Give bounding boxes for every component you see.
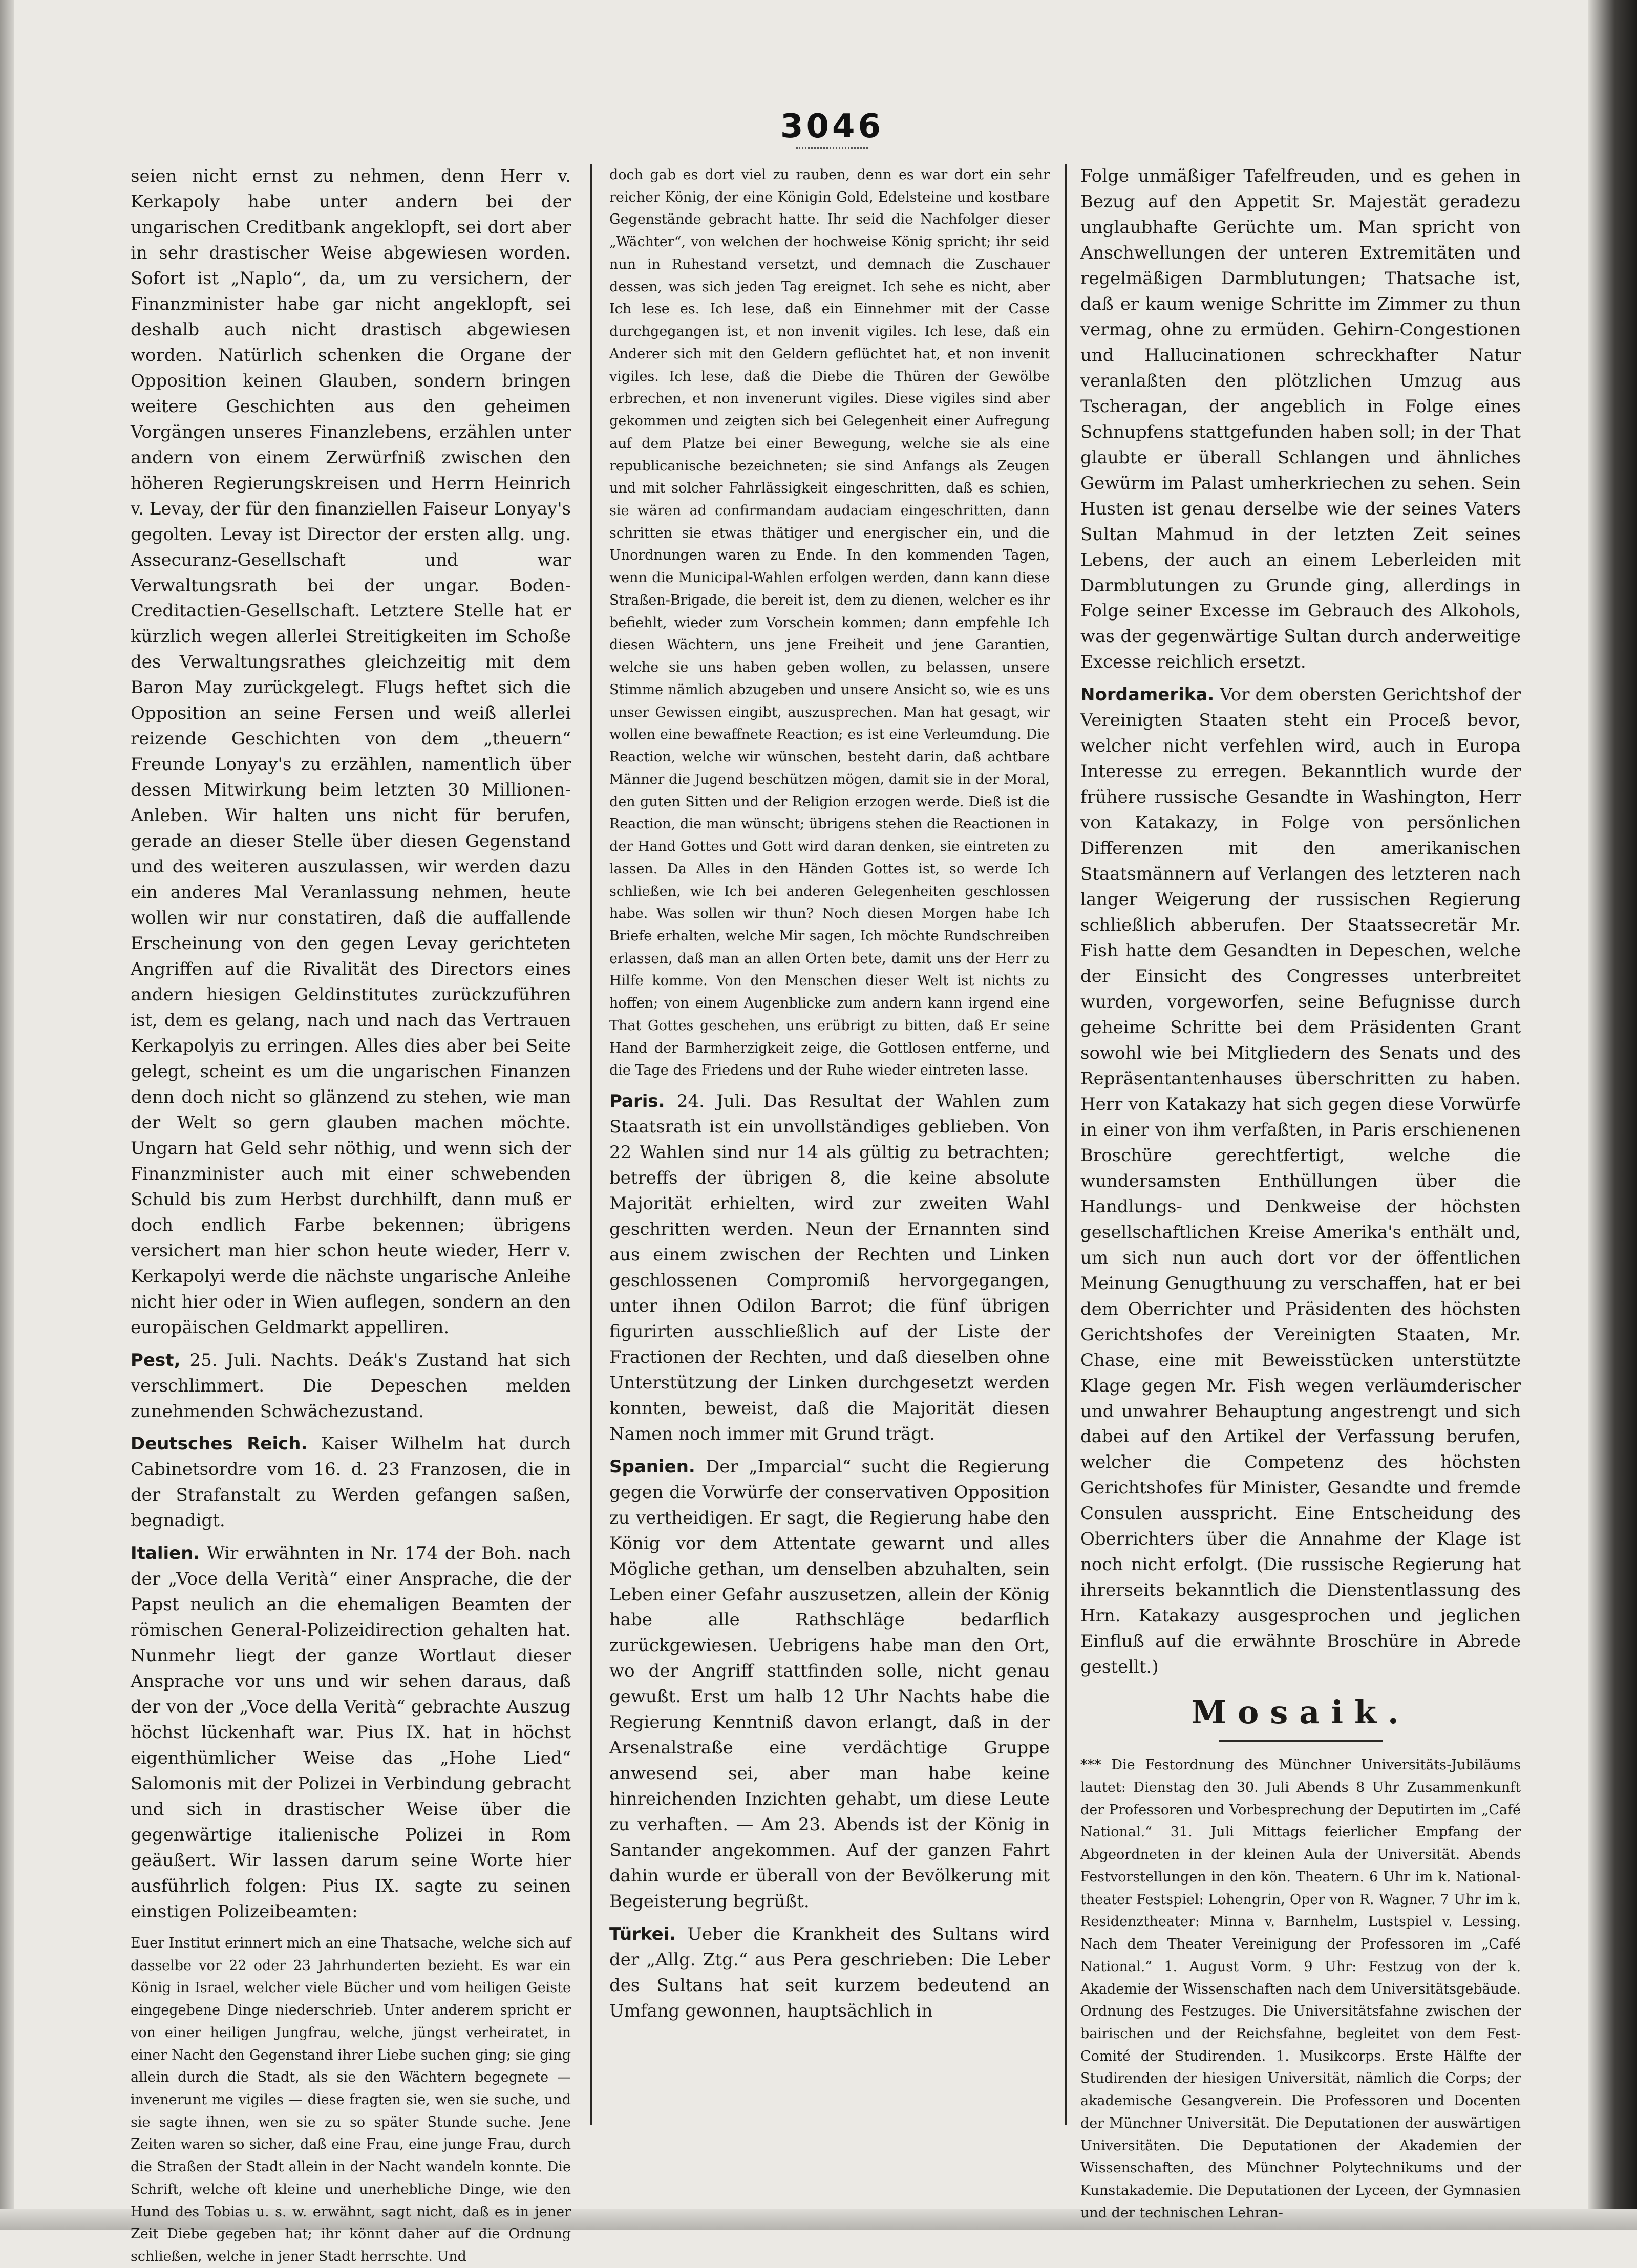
pest-article (131, 1348, 571, 1425)
spanien-text: Der „Imparcial“ sucht die Regierung gegen die Vorwürfe der conservativen Opposition zu vertheidigen. Er sagt, die Regierung habe den König vor dem Attentate gewarnt und alles Mögliche gethan, um denselben abzuhalten, sein Leben einer Gefahr auszusetzen, allein der König habe alle Rathschläge bedarflich zurückgewiesen. Uebrigens habe man den Ort, wo der Angriff stattfinden solle, nicht genau gewußt. Erst um halb 12 Uhr Nachts habe die Regierung Kenntniß davon erlangt, daß in der Arsenalstraße eine verdächtige Gruppe anwesend sei, aber man habe keine hinreichenden Inzichten gehabt, um diese Leute zu verhaften. — Am 23. Abends ist der König in Santander angekommen. Auf der ganzen Fahrt dahin wurde er überall von der Bevölkerung mit Begeisterung begrüßt. (609, 1456, 1050, 1912)
tuerkei-article (609, 1922, 1050, 2024)
nordamerika-heading: Nordamerika. (1080, 684, 1215, 705)
scan-edge-left (0, 0, 14, 2230)
mosaik-text: *** Die Festordnung des Münchner Universitäts-Jubiläums lautet: Dienstag den 30. Juli Abends 8 Uhr Zusammenkunft der Professoren und Vorbesprechung der Deputirten im „Café National.“ 31. Juli Mittags feierlicher Empfang der Abgeordneten in der kleinen Aula der Universität. Abends Festvorstellungen in den kön. Theatern. 6 Uhr im k. National-theater Festspiel: Lohengrin, Oper von R. Wagner. 7 Uhr im k. Residenztheater: Minna v. Barnhelm, Lustspiel v. Lessing. Nach dem Theater Vereinigung der Professoren im „Café National.“ 1. August Vorm. 9 Uhr: Festzug von der k. Akademie der Wissenschaften nach dem Universitätsgebäude. Ordnung des Festzuges. Die Universitätsfahne zwischen der bairischen und der Reichsfahne, begleitet von dem Fest-Comité der Studirenden. 1. Musikcorps. Erste Hälfte der Studirenden der hiesigen Universität, nämlich die Corps; der akademische Gesangverein. Die Professoren und Docenten der Münchner Universität. Die Deputationen der auswärtigen Universitäten. Die Deputationen der Akademien der Wissenschaften, des Münchner Polytechnikums und der Kunstakademie. Die Deputationen der Lyceen, der Gymnasien und der technischen Lehran- (1080, 1757, 1521, 2221)
column-middle (609, 164, 1050, 2130)
column-left (131, 164, 571, 2265)
tuerkei-text: Ueber die Krankheit des Sultans wird der „Allg. Ztg.“ aus Pera geschrieben: Die Leber des Sultans hat seit kurzem bedeutend an Umfang gewonnen, hauptsächlich in (609, 1924, 1050, 2022)
pest-text: 25. Juli. Nachts. Deák's Zustand hat sich verschlimmert. Die Depeschen melden zunehmenden Schwächezustand. (131, 1350, 571, 1422)
paris-heading: Paris. (609, 1091, 665, 1112)
nordamerika-text: Vor dem obersten Gerichtshof der Vereinigten Staaten steht ein Proceß bevor, welcher nicht verfehlen wird, auch in Europa Interesse zu erregen. Bekanntlich wurde der frühere russische Gesandte in Washington, Herr von Katakazy, in Folge von persönlichen Differenzen mit den amerikanischen Staatsmännern auf Verlangen des letzteren nach langer Weigerung der russischen Regierung schließlich abberufen. Der Staatssecretär Mr. Fish hatte dem Gesandten in Depeschen, welche der Einsicht des Congresses unterbreitet wurden, vorgeworfen, seine Befugnisse durch geheime Schritte bei dem Präsidenten Grant sowohl wie bei Mitgliedern des Senats und des Repräsentantenhauses überschritten zu haben. Herr von Katakazy hat sich gegen diese Vorwürfe in einer von ihm verfaßten, in Paris erschienenen Broschüre gerechtfertigt, welche die wundersamsten Enthüllungen über die Handlungs- und Denkweise der höchsten gesellschaftlichen Kreise Amerika's enthält und, um sich nun auch dort vor der öffentlichen Meinung Genugthuung zu verschaffen, hat er bei dem Oberrichter und Präsidenten des höchsten Gerichtshofes der Vereinigten Staaten, Mr. Chase, eine mit Beweisstücken unterstützte Klage gegen Mr. Fish wegen verläumderischer und unwahrer Behauptung angestrengt und sich dabei auf den Artikel der Verfassung berufen, welcher die Competenz des höchsten Gerichtshofes für Minister, Gesandte und fremde Consulen ausspricht. Eine Entscheidung des Oberrichters über die Annahme der Klage ist noch nicht erfolgt. (Die russische Regierung hat ihrerseits bekanntlich die Dienstentlassung des Hrn. Katakazy ausgesprochen und jeglichen Einfluß auf die erwähnte Broschüre in Abrede gestellt.) (1080, 684, 1521, 1678)
italien-article (131, 1541, 571, 1925)
mosaik-heading: Mosaik. (1191, 1694, 1410, 1731)
reich-article (131, 1431, 571, 1534)
spanien-heading: Spanien. (609, 1456, 695, 1477)
page-number-underline (796, 147, 868, 149)
scan-edge-right (1588, 0, 1637, 2230)
page-number: 3046 (780, 108, 884, 145)
italien-text: Wir erwähnten in Nr. 174 der Boh. nach der „Voce della Verità“ einer Ansprache, die der Papst neulich an die ehemaligen Beamten der römischen General-Polizeidirection gehalten hat. Nunmehr liegt der ganze Wortlaut dieser Ansprache vor uns und wir sehen daraus, daß der von der „Voce della Verità“ gebrachte Auszug höchst lückenhaft war. Pius IX. hat in höchst eigenthümlicher Weise das „Hohe Lied“ Salomonis mit der Polizei in Verbindung gebracht und sich in drastischer Weise über die gegenwärtige italienische Polizei in Rom geäußert. Wir lassen darum seine Worte hier ausführlich folgen: Pius IX. sagte zu seinen einstigen Polizeibeamten: (131, 1543, 571, 1922)
column-divider-2 (1065, 164, 1067, 2125)
paris-text: 24. Juli. Das Resultat der Wahlen zum Staatsrath ist ein unvollständiges geblieben. Von 22 Wahlen sind nur 14 als gültig zu betrachten; betreffs der übrigen 8, die keine absolute Majorität erhielten, wird zur zweiten Wahl geschritten werden. Neun der Ernannten sind aus einem zwischen der Rechten und Linken geschlossenen Compromiß hervorgegangen, unter ihnen Odilon Barrot; die fünf übrigen figurirten ausschließlich auf der Liste der Fractionen der Rechten, und daß dieselben ohne Unterstützung der Linken durchgesetzt werden konnten, beweist, daß die Majorität diesen Namen noch immer mit Grund trägt. (609, 1091, 1050, 1444)
paris-article (609, 1089, 1050, 1447)
tuerkei-continuation: Folge unmäßiger Tafelfreuden, und es gehen in Bezug auf den Appetit Sr. Majestät geradezu unglaubhafte Gerüchte um. Man spricht von Anschwellungen der unteren Extremitäten und regelmäßigen Darmblutungen; Thatsache ist, daß er kaum wenige Schritte im Zimmer zu thun vermag, ohne zu ermüden. Gehirn-Congestionen und Hallucinationen schreckhafter Natur veranlaßten den plötzlichen Umzug aus Tscheragan, der angeblich in Folge eines Schnupfens stattgefunden haben soll; in der That glaubte er überall Schlangen und ähnliches Gewürm im Palast umherkriechen zu sehen. Sein Husten ist genau derselbe wie der seines Vaters Sultan Mahmud in der letzten Zeit seines Lebens, der auch an einem Leberleiden mit Darmblutungen zu Grunde ging, allerdings in Folge seiner Excesse im Gebrauch des Alkohols, was der gegenwärtige Sultan durch anderweitige Excesse reichlich ersetzt. (1080, 166, 1521, 673)
italien-heading: Italien. (131, 1543, 200, 1564)
hungary-finance-article: seien nicht ernst zu nehmen, denn Herr v. Kerkapoly habe unter andern bei der ungarischen Creditbank angeklopft, sei dort aber in sehr drastischer Weise abgewiesen worden. Sofort ist „Naplo“, da, um zu versichern, der Finanzminister habe gar nicht angeklopft, sei deshalb auch nicht drastisch abgewiesen worden. Natürlich schenken die Organe der Opposition keinen Glauben, sondern bringen weitere Geschichten aus den geheimen Vorgängen unseres Finanzlebens, erzählen unter andern von einem Zerwürfniß zwischen den höheren Regierungskreisen und Herrn Heinrich v. Levay, der für den finanziellen Faiseur Lonyay's gegolten. Levay ist Director der ersten allg. ung. Assecuranz-Gesellschaft und war Verwaltungsrath bei der ungar. Boden-Creditactien-Gesellschaft. Letztere Stelle hat er kürzlich wegen allerlei Streitigkeiten im Schoße des Verwaltungsrathes gleichzeitig mit dem Baron May zurückgelegt. Flugs heftet sich die Opposition an seine Fersen und weiß allerlei reizende Geschichten von dem „theuern“ Freunde Lonyay's zu erzählen, namentlich über dessen Mitwirkung beim letzten 30 Millionen-Anleben. Wir halten uns nicht für berufen, gerade an dieser Stelle über diesen Gegenstand und des weiteren auszulassen, wir werden dazu ein anderes Mal Veranlassung nehmen, heute wollen wir nur constatiren, daß die auffallende Erscheinung von den gegen Levay gerichteten Angriffen auf die Rivalität des Directors eines andern hiesigen Geldinstitutes zurückzuführen ist, dem es gelang, nach und nach das Vertrauen Kerkapolyis zu erringen. Alles dies aber bei Seite gelegt, scheint es um die ungarischen Finanzen denn doch nicht so glänzend zu stehen, wie man der Welt so gern glauben machen möchte. Ungarn hat Geld sehr nöthig, und wenn sich der Finanzminister auch mit einer schwebenden Schuld bis zum Herbst durchhilft, dann muß er doch endlich Farbe bekennen; übrigens versichert man hier schon heute wieder, Herr v. Kerkapolyi werde die nächste ungarische Anleihe nicht hier oder in Wien auflegen, sondern an den europäischen Geldmarkt appelliren. (131, 166, 571, 1338)
nordamerika-article (1080, 682, 1521, 1680)
papal-speech-quote: Euer Institut erinnert mich an eine Thatsache, welche sich auf dasselbe vor 22 oder 23 Jahrhunderten bezieht. Es war ein König in Israel, welcher viele Bücher und vom heiligen Geiste eingegebene Dinge niederschrieb. Unter anderem spricht er von einer heiligen Jungfrau, welche, jüngst verheiratet, in einer Nacht den Gegenstand ihrer Liebe suchen ging; sie ging allein durch die Stadt, als sie den Wächtern begegnete — invenerunt me vigiles — diese fragten sie, wen sie suche, und sie sagte ihnen, wen sie zu so später Stunde suche. Jene Zeiten waren so sicher, daß eine Frau, eine junge Frau, durch die Straßen der Stadt allein in der Nacht wandeln konnte. Die Schrift, welche oft kleine und unerhebliche Dinge, wie den Hund des Tobias u. s. w. erwähnt, sagt nicht, daß es in jener Zeit Diebe gegeben hat; ihr könnt daher auf die Ordnung schließen, welche in jener Stadt herrschte. Und (131, 1935, 571, 2265)
papal-speech-continuation: doch gab es dort viel zu rauben, denn es war dort ein sehr reicher König, der eine Königin Gold, Edelsteine und kostbare Gegenstände gebracht hatte. Ihr seid die Nachfolger dieser „Wächter“, von welchen der hochweise König spricht; ihr seid nun in Ruhestand versetzt, und demnach die Zuschauer dessen, was sich jeden Tag ereignet. Ich sehe es nicht, aber Ich lese es. Ich lese, daß ein Einnehmer mit der Casse durchgegangen ist, et non invenit vigiles. Ich lese, daß ein Anderer sich mit den Geldern geflüchtet hat, et non invenit vigiles. Ich lese, daß die Diebe die Thüren der Gewölbe erbrechen, et non invenerunt vigiles. Diese vigiles sind aber gekommen und zeigten sich bei Gelegenheit einer Aufregung auf dem Platze bei einer Bewegung, welche sie als eine republicanische bezeichneten; sie sind Anfangs als Zeugen und mit solcher Fahrlässigkeit eingeschritten, daß es schien, sie wären ad confirmandam audaciam eingeschritten, dann schritten sie etwas thätiger und energischer ein, und die Unordnungen waren zu Ende. In den kommenden Tagen, wenn die Municipal-Wahlen erfolgen werden, dann kann diese Straßen-Brigade, die bereit ist, dem zu dienen, welcher es ihr befiehlt, wieder zum Vorschein kommen; dann empfehle Ich diesen Wächtern, uns jene Freiheit und jene Garantien, welche sie uns haben geben wollen, zu belassen, unsere Stimme nämlich abzugeben und unsere Ansicht so, wie es uns unser Gewissen eingibt, auszusprechen. Man hat gesagt, wir wollen eine bewaffnete Reaction; es ist eine Verleumdung. Die Reaction, welche wir wünschen, besteht darin, daß achtbare Männer die Jugend beschützen mögen, damit sie in der Moral, den guten Sitten und der Religion erzogen werde. Dieß ist die Reaction, die man wünscht; übrigens stehen die Reactionen in der Hand Gottes und Gott wird daran denken, sie eintreten zu lassen. Da Alles in den Händen Gottes ist, so werde Ich schließen, wie Ich bei anderen Gelegenheiten geschlossen habe. Was sollen wir thun? Noch diesen Morgen habe Ich Briefe erhalten, welche Mir sagen, Ich möchte Rundschreiben erlassen, daß man an allen Orten bete, damit uns der Herr zu Hilfe komme. Von den Menschen dieser Welt ist nichts zu hoffen; von einem Augenblicke zum andern kann irgend eine That Gottes geschehen, uns erübrigt zu bitten, daß Er seine Hand der Barmherzigkeit zeige, die Gottlosen entferne, und die Tage des Friedens und der Ruhe wieder eintreten lasse. (609, 167, 1050, 1079)
mosaik-rule (1219, 1740, 1383, 1742)
pest-heading: Pest, (131, 1350, 181, 1371)
tuerkei-heading: Türkei. (609, 1924, 676, 1945)
spanien-article (609, 1454, 1050, 1915)
reich-text: Kaiser Wilhelm hat durch Cabinetsordre vom 16. d. 23 Franzosen, die in der Strafanstalt zu Werden gefangen saßen, begnadigt. (131, 1433, 571, 1531)
newspaper-page (118, 87, 1546, 2265)
reich-heading: Deutsches Reich. (131, 1433, 308, 1454)
column-right (1080, 164, 1521, 2221)
column-divider-1 (590, 164, 592, 2125)
